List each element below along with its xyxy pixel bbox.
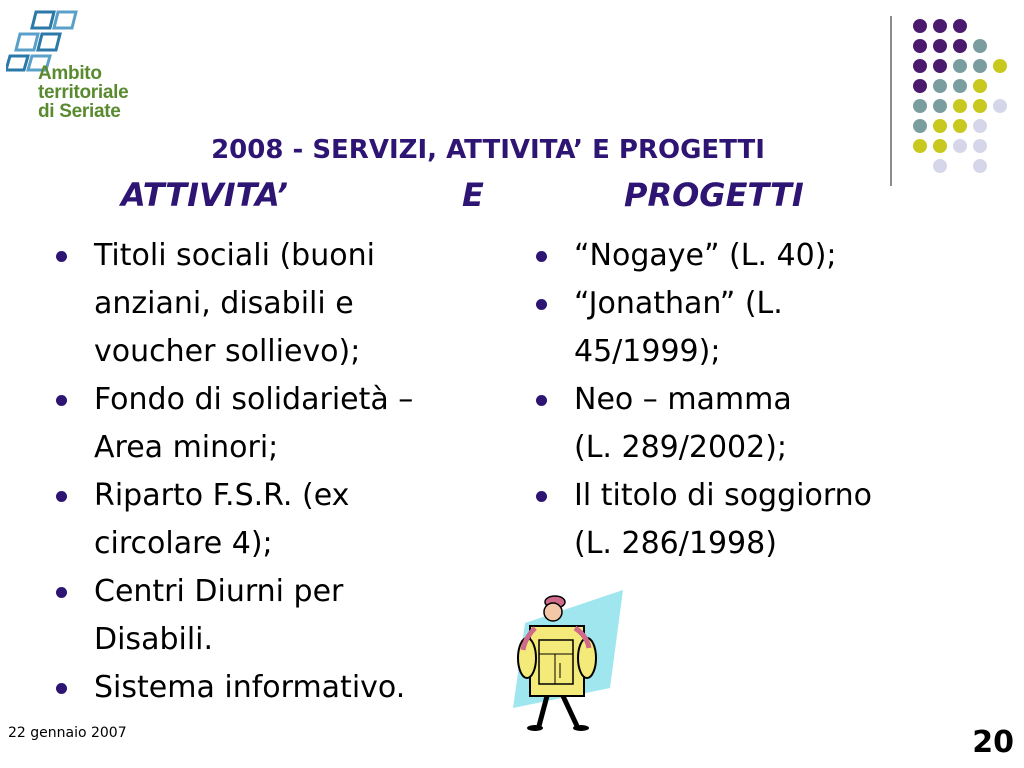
list-item-line: Neo – mamma [574, 382, 792, 417]
decorative-dot [913, 99, 927, 113]
list-item-line: Il titolo di soggiorno [574, 478, 873, 513]
list-item [56, 376, 516, 472]
bullet-icon [56, 251, 67, 262]
decorative-dot [953, 99, 967, 113]
left-bullet-list [56, 232, 516, 712]
decorative-dot [973, 99, 987, 113]
list-item-line: anziani, disabili e [94, 286, 354, 321]
list-item-line: 45/1999); [574, 334, 721, 369]
ambito-logo [6, 8, 156, 128]
bullet-icon [536, 251, 547, 262]
logo-line-1: Ambito [38, 63, 102, 84]
list-item-line: Sistema informativo. [94, 670, 406, 705]
page-number: 20 [972, 725, 1014, 760]
list-item-line: voucher sollievo); [94, 334, 361, 369]
decorative-dot [913, 119, 927, 133]
footer-date: 22 gennaio 2007 [8, 725, 127, 741]
bullet-icon [56, 587, 67, 598]
bullet-icon [536, 491, 547, 502]
subtitle-word-attivita: ATTIVITA’ [121, 176, 288, 214]
bullet-icon [56, 491, 67, 502]
logo-wordmark [38, 64, 128, 121]
list-item-line: (L. 286/1998) [574, 526, 777, 561]
person-with-blueprint-icon [505, 588, 630, 733]
list-item-line: circolare 4); [94, 526, 273, 561]
list-item-line: Centri Diurni per [94, 574, 344, 609]
decorative-dot [973, 59, 987, 73]
decorative-dot [953, 79, 967, 93]
list-item-line: “Nogaye” (L. 40); [574, 238, 837, 273]
bullet-icon [536, 395, 547, 406]
decorative-dot [933, 39, 947, 53]
decorative-dot [953, 19, 967, 33]
list-item-line: Area minori; [94, 430, 279, 465]
list-item-line: (L. 289/2002); [574, 430, 788, 465]
logo-line-3: di Seriate [38, 101, 121, 122]
list-item [56, 232, 516, 376]
decorative-dot [953, 39, 967, 53]
list-item [536, 280, 966, 376]
decorative-dot [913, 19, 927, 33]
decorative-dot [973, 39, 987, 53]
bullet-icon [56, 683, 67, 694]
right-bullet-list [536, 232, 966, 568]
decorative-dot [933, 19, 947, 33]
list-item [56, 664, 516, 712]
bullet-icon [536, 299, 547, 310]
list-item-line: “Jonathan” (L. [574, 286, 783, 321]
decorative-dot [933, 99, 947, 113]
decorative-dot [973, 79, 987, 93]
list-item [536, 472, 966, 568]
decorative-dot [913, 79, 927, 93]
list-item-line: Disabili. [94, 622, 214, 657]
decorative-dot [933, 119, 947, 133]
list-item [56, 472, 516, 568]
list-item [536, 376, 966, 472]
subtitle-word-progetti: PROGETTI [624, 176, 804, 214]
list-item-line: Fondo di solidarietà – [94, 382, 414, 417]
subtitle-word-e: E [462, 176, 484, 214]
decorative-dot [913, 39, 927, 53]
decorative-dot [993, 99, 1007, 113]
list-item [536, 232, 966, 280]
bullet-icon [56, 395, 67, 406]
list-item-line: Riparto F.S.R. (ex [94, 478, 350, 513]
slide-title: 2008 - SERVIZI, ATTIVITA’ E PROGETTI [211, 135, 765, 165]
decorative-dot [913, 59, 927, 73]
list-item [56, 568, 516, 664]
decorative-dot [973, 119, 987, 133]
decorative-dot [933, 59, 947, 73]
decorative-dot [993, 59, 1007, 73]
list-item-line: Titoli sociali (buoni [94, 238, 375, 273]
decorative-dot [953, 59, 967, 73]
decorative-dot [953, 119, 967, 133]
logo-line-2: territoriale [38, 82, 129, 103]
decorative-dot [933, 79, 947, 93]
